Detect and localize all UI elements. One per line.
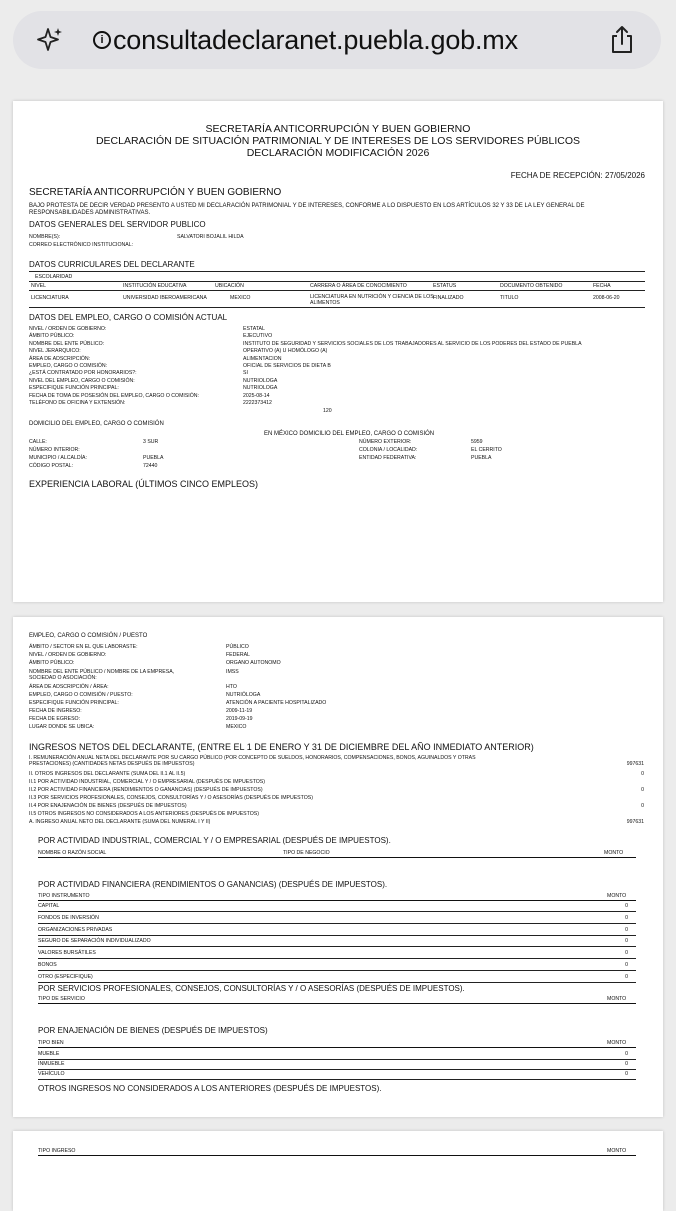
col-header-estatus: ESTATUS <box>433 283 457 289</box>
field-label: NOMBRE DEL ENTE PÚBLICO: <box>29 340 105 347</box>
header-line-3: DECLARACIÓN MODIFICACIÓN 2026 <box>246 147 430 159</box>
table-rule <box>38 1155 636 1156</box>
row-value: 0 <box>625 903 628 909</box>
extension-value: 120 <box>323 408 332 414</box>
field-value: MEXICO <box>226 724 247 730</box>
cell-carrera-cont: ALIMENTOS <box>310 300 340 306</box>
datos-generales-title: DATOS GENERALES DEL SERVIDOR PUBLICO <box>29 220 206 229</box>
industrial-col-monto: MONTO <box>604 850 624 856</box>
col-header-fecha: FECHA <box>593 283 611 289</box>
protesta-line-1: BAJO PROTESTA DE DECIR VERDAD PRESENTO A USTED MI DECLARACIÓN PATRIMONIAL Y DE INTERESES, CONFORME A LO DISPUESTO EN LOS ARTÍCULOS 32 Y 33 DE LA LEY GENERAL DE <box>29 203 585 209</box>
field-label: LUGAR DONDE SE UBICA: <box>29 724 95 730</box>
field-label: ESPECIFIQUE FUNCIÓN PRINCIPAL: <box>29 700 119 706</box>
address-bar[interactable] <box>13 11 661 69</box>
divider <box>29 307 645 308</box>
row-label: MUEBLE <box>38 1051 60 1057</box>
field-value: ALIMENTACION <box>243 355 282 362</box>
cell-ubicacion: MEXICO <box>230 295 251 301</box>
row-value: 0 <box>625 962 628 968</box>
field-label: ENTIDAD FEDERATIVA: <box>359 455 417 461</box>
empleo-title: DATOS DEL EMPLEO, CARGO O COMISIÓN ACTUAL <box>29 313 228 322</box>
ingreso-value: 997631 <box>626 819 644 825</box>
field-label: ÁMBITO PÚBLICO: <box>29 333 75 340</box>
field-value: 2025-08-14 <box>243 392 270 399</box>
row-value: 0 <box>625 950 628 957</box>
divider <box>29 281 645 282</box>
field-value: NUTRIÓLOGA <box>226 692 261 698</box>
field-label: CALLE: <box>29 439 47 445</box>
ingreso-label: I. REMUNERACIÓN ANUAL NETA DEL DECLARANTE POR SU CARGO PÚBLICO (POR CONCEPTO DE SUELDOS, HONORARIOS, COMPENSACIONES, BONOS, AGUINALDOS Y OTRAS <box>29 755 476 761</box>
industrial-title: POR ACTIVIDAD INDUSTRIAL, COMERCIAL Y / O EMPRESARIAL (DESPUÉS DE IMPUESTOS). <box>38 836 391 845</box>
otros-col-tipo: TIPO INGRESO <box>38 1148 76 1154</box>
row-label: CAPITAL <box>38 903 60 909</box>
row-rule <box>38 946 636 947</box>
ingreso-value: 0 <box>641 803 644 809</box>
row-rule <box>38 1059 636 1060</box>
row-label: BONOS <box>38 962 57 968</box>
field-value: PÚBLICO <box>226 644 249 650</box>
field-label: EMPLEO, CARGO O COMISIÓN / PUESTO: <box>29 692 133 698</box>
cell-documento: TITULO <box>500 295 519 301</box>
field-value: 2019-09-19 <box>226 716 253 722</box>
enajenacion-col-monto: MONTO <box>607 1040 627 1046</box>
field-value: NUTRIOLOGA <box>243 385 278 392</box>
row-rule <box>38 911 636 912</box>
ingreso-label: II.2 POR ACTIVIDAD FINANCIERA (RENDIMIENTOS O GANANCIAS) (DESPUÉS DE IMPUESTOS) <box>29 787 263 793</box>
row-rule <box>38 923 636 924</box>
share-icon[interactable] <box>609 25 635 55</box>
row-value: 0 <box>625 1071 628 1078</box>
field-value: FEDERAL <box>226 652 250 658</box>
field-label: ESPECIFIQUE FUNCIÓN PRINCIPAL: <box>29 385 119 392</box>
field-value: OFICIAL DE SERVICIOS DE DIETA B <box>243 363 331 369</box>
sparkle-icon[interactable] <box>35 25 65 55</box>
servicios-title: POR SERVICIOS PROFESIONALES, CONSEJOS, CONSULTORÍAS Y / O ASESORÍAS (DESPUÉS DE IMPUESTOS). <box>38 984 465 993</box>
row-rule <box>38 970 636 971</box>
row-label: ORGANIZACIONES PRIVADAS <box>38 926 113 933</box>
divider <box>29 271 645 272</box>
row-label: INMUEBLE <box>38 1061 65 1068</box>
field-label: COLONIA / LOCALIDAD: <box>359 447 418 453</box>
field-value: HTO <box>226 684 237 690</box>
col-header-ubicacion: UBICACIÓN <box>215 283 244 289</box>
otros-title: OTROS INGRESOS NO CONSIDERADOS A LOS ANTERIORES (DESPUÉS DE IMPUESTOS). <box>38 1084 382 1093</box>
field-label: NIVEL DEL EMPLEO, CARGO O COMISIÓN: <box>29 377 135 384</box>
field-value: EJECUTIVO <box>243 333 273 340</box>
field-value: 2222373412 <box>243 400 272 406</box>
field-value: SI <box>243 370 248 377</box>
field-label: SOCIEDAD O ASOCIACIÓN: <box>29 675 97 681</box>
protesta-line-2: RESPONSABILIDADES ADMINISTRATIVAS. <box>29 210 151 216</box>
field-value: ESTATAL <box>243 326 265 332</box>
field-label: FECHA DE TOMA DE POSESIÓN DEL EMPLEO, CARGO O COMISIÓN: <box>29 392 199 399</box>
field-value: ORGANO AUTONOMO <box>226 660 281 666</box>
row-value: 0 <box>625 1051 628 1057</box>
field-label: ÁREA DE ADSCRIPCIÓN: <box>29 355 91 362</box>
col-header-institucion: INSTITUCIÓN EDUCATIVA <box>123 283 187 289</box>
row-rule <box>38 935 636 936</box>
domicilio-title: DOMICILIO DEL EMPLEO, CARGO O COMISIÓN <box>29 421 164 427</box>
servicios-col-monto: MONTO <box>607 996 627 1002</box>
field-value: 3 SUR <box>143 439 159 445</box>
field-label: ÁMBITO PÚBLICO: <box>29 660 75 666</box>
enajenacion-title: POR ENAJENACIÓN DE BIENES (DESPUÉS DE IMPUESTOS) <box>38 1026 268 1035</box>
nombre-value: SALVATORI BOJALIL HILDA <box>177 234 244 240</box>
row-rule <box>38 958 636 959</box>
field-value: OPERATIVO (A) U HOMÓLOGO (A) <box>243 348 328 355</box>
field-label: NÚMERO EXTERIOR: <box>359 439 412 445</box>
cell-nivel: LICENCIATURA <box>31 295 69 301</box>
nombre-label: NOMBRE(S): <box>29 234 61 240</box>
field-label: NIVEL JERARQUICO: <box>29 348 81 355</box>
col-header-carrera: CARRERA O ÁREA DE CONOCIMIENTO <box>310 283 407 289</box>
field-label: ÁMBITO / SECTOR EN EL QUE LABORASTE: <box>29 644 138 650</box>
empleo-anterior-title: EMPLEO, CARGO O COMISIÓN / PUESTO <box>29 633 148 639</box>
document-page-1 <box>13 101 663 602</box>
row-value: 0 <box>625 973 628 980</box>
ingreso-value: 997631 <box>626 761 644 767</box>
field-label: FECHA DE INGRESO: <box>29 708 82 714</box>
org-title: SECRETARÍA ANTICORRUPCIÓN Y BUEN GOBIERNO <box>29 187 282 198</box>
row-label: VEHÍCULO <box>38 1071 65 1078</box>
document-page-2 <box>13 617 663 1117</box>
field-label: ¿ESTÁ CONTRATADO POR HONORARIOS?: <box>29 370 137 377</box>
correo-label: CORREO ELECTRÓNICO INSTITUCIONAL: <box>29 242 134 248</box>
info-icon[interactable]: i <box>93 31 111 49</box>
field-label: MUNICIPIO / ALCALDÍA: <box>29 455 87 461</box>
industrial-col-nombre: NOMBRE O RAZÓN SOCIAL <box>38 850 107 856</box>
domicilio-subtitle: EN MÉXICO DOMICILIO DEL EMPLEO, CARGO O COMISIÓN <box>264 431 435 437</box>
field-value: NUTRIOLOGA <box>243 377 278 384</box>
field-value: 2009-11-19 <box>226 708 253 714</box>
fecha-recepcion: FECHA DE RECEPCIÓN: 27/05/2026 <box>510 171 645 180</box>
field-value: IMSS <box>226 669 239 675</box>
header-line-2: DECLARACIÓN DE SITUACIÓN PATRIMONIAL Y DE INTERESES DE LOS SERVIDORES PÚBLICOS <box>95 135 581 147</box>
document-page-3 <box>13 1131 663 1211</box>
row-rule <box>38 1069 636 1070</box>
ingreso-label: II.1 POR ACTIVIDAD INDUSTRIAL, COMERCIAL Y / O EMPRESARIAL (DESPUÉS DE IMPUESTOS) <box>29 779 265 785</box>
browser-toolbar <box>0 0 676 88</box>
field-label: NIVEL / ORDEN DE GOBIERNO: <box>29 326 107 332</box>
row-label: OTRO (ESPECIFIQUE) <box>38 973 93 980</box>
row-value: 0 <box>625 1061 628 1068</box>
field-value: INSTITUTO DE SEGURIDAD Y SERVICIOS SOCIALES DE LOS TRABAJADORES AL SERVICIO DE LOS PODERES DEL ESTADO DE PUEBLA <box>243 340 582 347</box>
row-value: 0 <box>625 938 628 945</box>
row-rule <box>38 982 636 983</box>
field-label: ÁREA DE ADSCRIPCIÓN / ÁREA: <box>29 684 109 690</box>
otros-col-monto: MONTO <box>607 1148 627 1154</box>
field-label: FECHA DE EGRESO: <box>29 716 81 722</box>
field-value: PUEBLA <box>143 455 164 461</box>
row-value: 0 <box>625 926 628 933</box>
row-label: SEGURO DE SEPARACIÓN INDIVIDUALIZADO <box>38 938 151 945</box>
field-label: NÚMERO INTERIOR: <box>29 447 80 453</box>
curriculares-title: DATOS CURRICULARES DEL DECLARANTE <box>29 260 195 269</box>
financiera-title: POR ACTIVIDAD FINANCIERA (RENDIMIENTOS O GANANCIAS) (DESPUÉS DE IMPUESTOS). <box>38 880 388 889</box>
col-header-nivel: NIVEL <box>31 283 46 289</box>
ingreso-label: II. OTROS INGRESOS DEL DECLARANTE (SUMA DEL II.1 AL II.5) <box>29 771 186 777</box>
ingreso-label: II.4 POR ENAJENACIÓN DE BIENES (DESPUÉS DE IMPUESTOS) <box>29 803 187 809</box>
financiera-col-monto: MONTO <box>607 893 627 899</box>
servicios-col-tipo: TIPO DE SERVICIO <box>38 996 85 1002</box>
ingresos-title: INGRESOS NETOS DEL DECLARANTE, (ENTRE EL 1 DE ENERO Y 31 DE DICIEMBRE DEL AÑO INMEDIATO ANTERIOR) <box>29 742 534 752</box>
field-value: ATENCIÓN A PACIENTE HOSPITALIZADO <box>226 700 327 706</box>
ingreso-label: II.3 POR SERVICIOS PROFESIONALES, CONSEJOS, CONSULTORÍAS Y / O ASESORÍAS (DESPUÉS DE IMPUESTOS) <box>29 795 313 801</box>
col-header-documento: DOCUMENTO OBTENIDO <box>500 283 563 289</box>
url-text[interactable]: consultadeclaranet.puebla.gob.mx <box>113 25 518 55</box>
row-label: VALORES BURSÁTILES <box>38 950 96 957</box>
field-value: 72440 <box>143 463 158 469</box>
field-label: NOMBRE DEL ENTE PÚBLICO / NOMBRE DE LA EMPRESA, <box>29 669 175 675</box>
row-label: FONDOS DE INVERSIÓN <box>38 914 99 921</box>
ingreso-label: II.5 OTROS INGRESOS NO CONSIDERADOS A LOS ANTERIORES (DESPUÉS DE IMPUESTOS) <box>29 811 259 817</box>
field-label: NIVEL / ORDEN DE GOBIERNO: <box>29 652 107 658</box>
ingreso-label: PRESTACIONES) (CANTIDADES NETAS DESPUÉS DE IMPUESTOS) <box>29 761 195 767</box>
divider <box>29 290 645 291</box>
cell-carrera: LICENCIATURA EN NUTRICIÓN Y CIENCIA DE LOS <box>310 294 434 300</box>
row-rule <box>38 1079 636 1080</box>
table-rule <box>38 1047 636 1048</box>
field-value: PUEBLA <box>471 455 492 461</box>
field-value: EL CERRITO <box>471 447 502 453</box>
cell-institucion: UNIVERSIDAD IBEROAMERICANA <box>123 295 207 301</box>
cell-estatus: FINALIZADO <box>433 295 464 301</box>
row-value: 0 <box>625 914 628 921</box>
escolaridad-label: ESCOLARIDAD <box>35 274 73 280</box>
field-label: TELÉFONO DE OFICINA Y EXTENSIÓN: <box>29 400 126 406</box>
ingreso-label: A. INGRESO ANUAL NETO DEL DECLARANTE (SUMA DEL NUMERAL I Y II) <box>29 819 211 825</box>
field-label: CÓDIGO POSTAL: <box>29 463 74 469</box>
field-value: 5959 <box>471 439 483 445</box>
table-rule <box>38 1003 636 1004</box>
experiencia-title: EXPERIENCIA LABORAL (ÚLTIMOS CINCO EMPLEOS) <box>29 479 259 489</box>
table-rule <box>38 857 636 858</box>
ingreso-value: 0 <box>641 771 644 777</box>
field-label: EMPLEO, CARGO O COMISIÓN: <box>29 363 108 369</box>
table-rule <box>38 900 636 901</box>
industrial-col-tipo: TIPO DE NEGOCIO <box>283 850 330 856</box>
cell-fecha: 2008-06-20 <box>593 295 620 301</box>
enajenacion-col-tipo: TIPO BIEN <box>38 1040 64 1046</box>
header-line-1: SECRETARÍA ANTICORRUPCIÓN Y BUEN GOBIERNO <box>205 123 471 135</box>
ingreso-value: 0 <box>641 787 644 793</box>
financiera-col-tipo: TIPO INSTRUMENTO <box>38 893 90 899</box>
